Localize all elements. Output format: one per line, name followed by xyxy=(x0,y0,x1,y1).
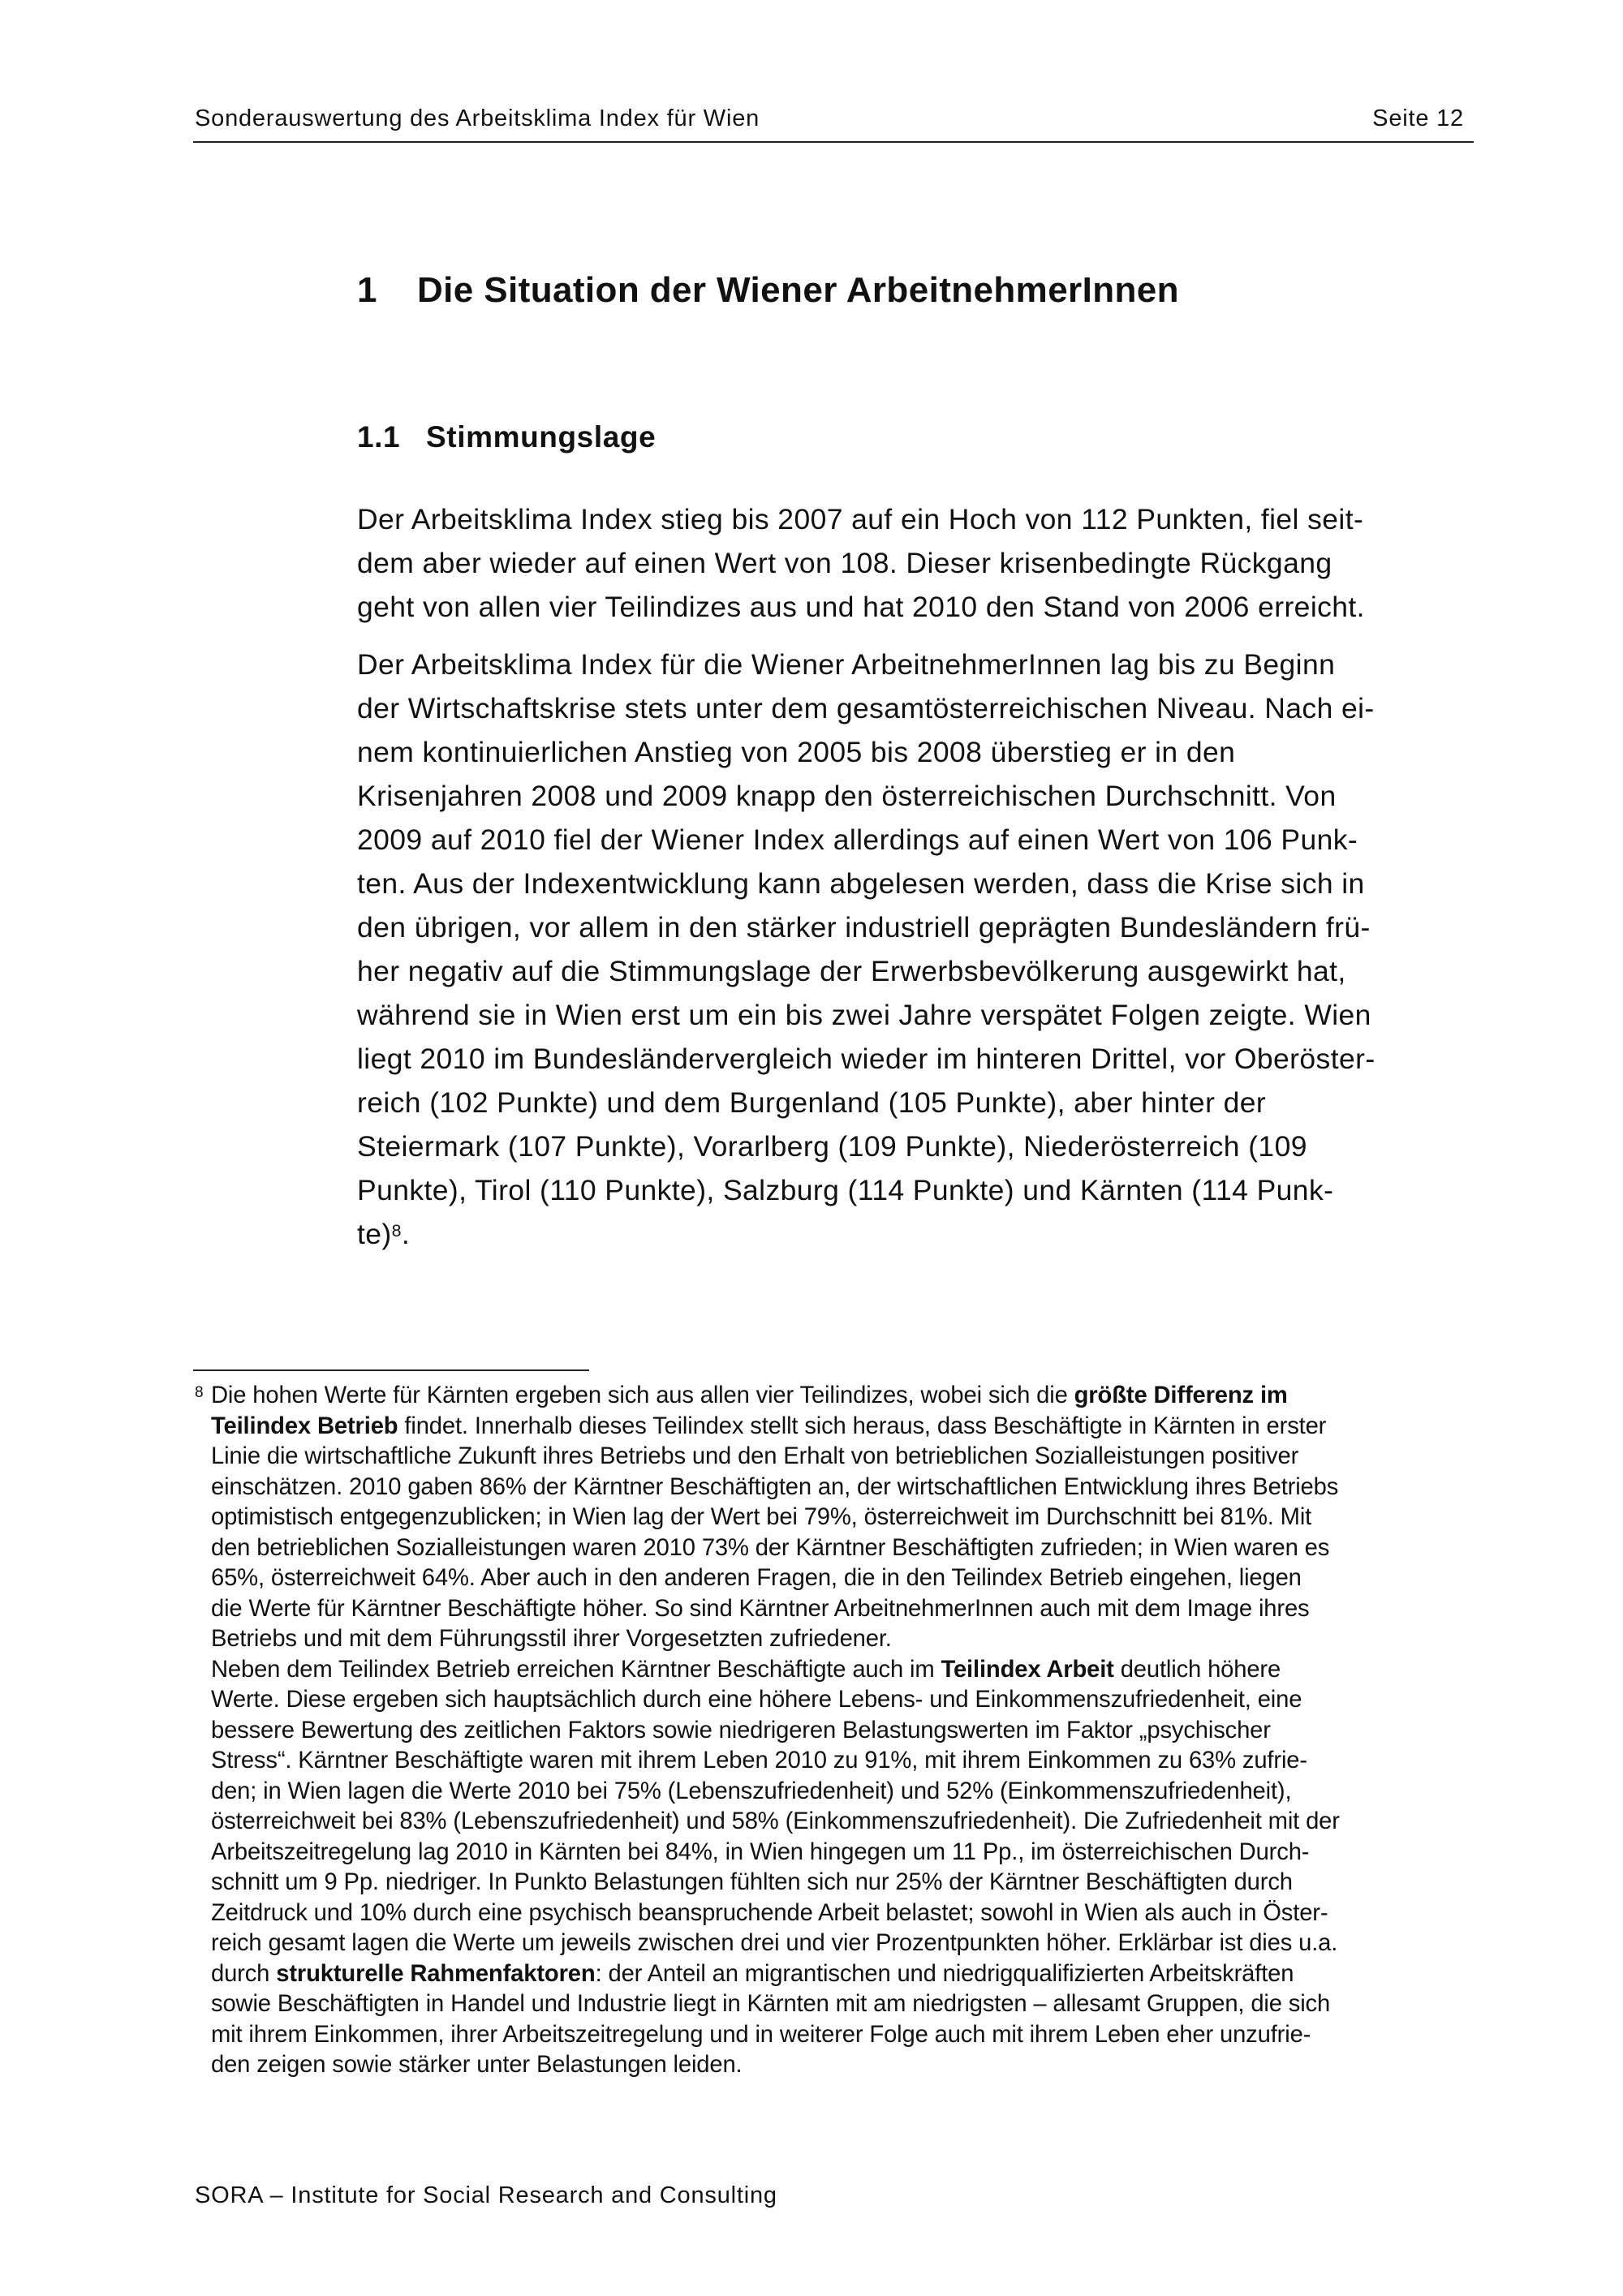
chapter-number: 1 xyxy=(357,270,377,310)
page-header xyxy=(193,104,1474,143)
text-line-last xyxy=(357,1212,1473,1256)
text-line: liegt 2010 im Bundesländervergleich wieder im hinteren Drittel, vor Oberöster- xyxy=(357,1043,1375,1075)
page-number: Seite 12 xyxy=(1372,105,1464,131)
text-line: reich (102 Punkte) und dem Burgenland (105 Punkte), aber hinter der xyxy=(357,1086,1267,1119)
footnote-text: : der Anteil an migrantischen und niedrigqualifizierten Arbeitskräften xyxy=(595,1960,1294,1987)
footnote-line xyxy=(193,2050,1475,2081)
footnote-bold-text: strukturelle Rahmenfaktoren xyxy=(276,1960,596,1987)
footnote-line xyxy=(193,1594,1475,1625)
footnote-line xyxy=(193,1412,1475,1443)
footnote xyxy=(193,1381,1475,2081)
footnote-text: 65%, österreichweit 64%. Aber auch in den anderen Fragen, die in den Teilindex Betrieb eingehen, liegen xyxy=(211,1565,1302,1591)
footnote-line xyxy=(193,1624,1475,1655)
last-line-end: . xyxy=(401,1218,411,1250)
section-heading xyxy=(357,420,656,454)
text-line: nem kontinuierlichen Anstieg von 2005 bis 2008 überstieg er in den xyxy=(357,736,1236,768)
footnote-text: Werte. Diese ergeben sich hauptsächlich durch eine höhere Lebens- und Einkommenszufriedenheit, eine xyxy=(211,1687,1302,1713)
footnote-line xyxy=(193,1989,1475,2020)
footnote-text: Neben dem Teilindex Betrieb erreichen Kärntner Beschäftigte auch im xyxy=(211,1656,941,1683)
footnote-text: den; in Wien lagen die Werte 2010 bei 75% (Lebenszufriedenheit) und 52% (Einkommenszufriedenheit), xyxy=(211,1778,1292,1804)
footnote-text: sowie Beschäftigten in Handel und Industrie liegt in Kärnten mit am niedrigsten – allesamt Gruppen, die sich xyxy=(211,1991,1331,2017)
footnote-text: österreichweit bei 83% (Lebenszufriedenheit) und 58% (Einkommenszufriedenheit). Die Zufriedenheit mit der xyxy=(211,1808,1340,1834)
footnote-line xyxy=(193,1746,1475,1777)
footnote-line xyxy=(193,1563,1475,1594)
text-line: während sie in Wien erst um ein bis zwei Jahre verspätet Folgen zeigte. Wien xyxy=(357,999,1371,1031)
footnote-line xyxy=(193,1838,1475,1868)
footnote-line xyxy=(193,1928,1475,1959)
text-line: ten. Aus der Indexentwicklung kann abgelesen werden, dass die Krise sich in xyxy=(357,867,1365,900)
footnote-text: den betrieblichen Sozialleistungen waren 2010 73% der Kärntner Beschäftigten zufrieden; in Wien waren es xyxy=(211,1534,1330,1561)
footnote-body xyxy=(193,1381,1475,2081)
footnote-line xyxy=(193,1655,1475,1686)
paragraph-2 xyxy=(357,643,1473,1256)
footnote-text: Betriebs und mit dem Führungsstil ihrer Vorgesetzten zufriedener. xyxy=(211,1626,892,1652)
footnote-line xyxy=(193,1716,1475,1747)
footnote-bold-text: Teilindex Arbeit xyxy=(941,1656,1114,1683)
text-line: Steiermark (107 Punkte), Vorarlberg (109 Punkte), Niederösterreich (109 xyxy=(357,1130,1307,1163)
section-title: Stimmungslage xyxy=(426,420,657,454)
footnote-line xyxy=(193,1685,1475,1716)
footnote-bold-text: größte Differenz im xyxy=(1074,1382,1288,1408)
text-line: 2009 auf 2010 fiel der Wiener Index allerdings auf einen Wert von 106 Punk- xyxy=(357,823,1358,856)
footnote-text: schnitt um 9 Pp. niedriger. In Punkto Belastungen fühlten sich nur 25% der Kärntner Beschäftigten durch xyxy=(211,1869,1293,1895)
footnote-divider xyxy=(193,1369,589,1371)
footnote-text: Zeitdruck und 10% durch eine psychisch beanspruchende Arbeit belastet; sowohl in Wien als auch in Öster- xyxy=(211,1899,1328,1926)
footnote-text: den zeigen sowie stärker unter Belastungen leiden. xyxy=(211,2052,743,2078)
footnote-text: Arbeitszeitregelung lag 2010 in Kärnten bei 84%, in Wien hingegen um 11 Pp., im österreichischen Durch- xyxy=(211,1838,1310,1865)
footnote-marker: 8 xyxy=(195,1384,204,1401)
text-line: Der Arbeitsklima Index für die Wiener ArbeitnehmerInnen lag bis zu Beginn xyxy=(357,648,1336,681)
footnote-line xyxy=(193,1503,1475,1533)
footnote-text: die Werte für Kärntner Beschäftigte höher. So sind Kärntner ArbeitnehmerInnen auch mit dem Image ihres xyxy=(211,1595,1310,1622)
footnote-bold-text: Teilindex Betrieb xyxy=(211,1412,398,1439)
text-line: dem aber wieder auf einen Wert von 108. Dieser krisenbedingte Rückgang xyxy=(357,547,1332,579)
footnote-text: deutlich höhere xyxy=(1113,1656,1281,1683)
text-line: Der Arbeitsklima Index stieg bis 2007 auf ein Hoch von 112 Punkten, fiel seit- xyxy=(357,503,1364,535)
text-line: den übrigen, vor allem in den stärker industriell geprägten Bundesländern frü- xyxy=(357,911,1371,944)
footnote-line xyxy=(193,1533,1475,1564)
footnote-text: Die hohen Werte für Kärnten ergeben sich aus allen vier Teilindizes, wobei sich die xyxy=(211,1382,1074,1408)
footnote-text: optimistisch entgegenzublicken; in Wien lag der Wert bei 79%, österreichweit im Durchschnitt bei 81%. Mit xyxy=(211,1504,1312,1530)
footnote-text: mit ihrem Einkommen, ihrer Arbeitszeitregelung und in weiterer Folge auch mit ihrem Leben eher unzufrie- xyxy=(211,2021,1311,2048)
footnote-text: Linie die wirtschaftliche Zukunft ihres Betriebs und den Erhalt von betrieblichen Sozialleistungen positiver xyxy=(211,1443,1299,1469)
text-line: Krisenjahren 2008 und 2009 knapp den österreichischen Durchschnitt. Von xyxy=(357,780,1337,812)
footnote-text: einschätzen. 2010 gaben 86% der Kärntner Beschäftigten an, der wirtschaftlichen Entwicklung ihres Betriebs xyxy=(211,1473,1339,1500)
footnote-text: durch xyxy=(211,1960,277,1987)
footnote-line xyxy=(193,1898,1475,1929)
section-number: 1.1 xyxy=(357,420,401,454)
text-line: her negativ auf die Stimmungslage der Erwerbsbevölkerung ausgewirkt hat, xyxy=(357,955,1346,987)
footnote-text: Stress“. Kärntner Beschäftigte waren mit ihrem Leben 2010 zu 91%, mit ihrem Einkommen zu 63% zufrie- xyxy=(211,1748,1307,1774)
footnote-line xyxy=(193,1473,1475,1503)
page-footer: SORA – Institute for Social Research and Consulting xyxy=(195,2182,777,2208)
footnote-line xyxy=(193,1442,1475,1473)
footnote-ref[interactable]: 8 xyxy=(391,1221,402,1240)
text-line: Punkte), Tirol (110 Punkte), Salzburg (114 Punkte) und Kärnten (114 Punk- xyxy=(357,1174,1334,1206)
footnote-text: findet. Innerhalb dieses Teilindex stellt sich heraus, dass Beschäftigte in Kärnten in erster xyxy=(398,1412,1327,1439)
footnote-line xyxy=(193,1381,1475,1412)
last-line-text: te) xyxy=(357,1218,392,1250)
footnote-text: reich gesamt lagen die Werte um jeweils zwischen drei und vier Prozentpunkten höher. Erklärbar ist dies u.a. xyxy=(211,1930,1338,1956)
text-line: der Wirtschaftskrise stets unter dem gesamtösterreichischen Niveau. Nach ei- xyxy=(357,692,1375,724)
chapter-heading xyxy=(357,270,1179,311)
footnote-text: bessere Bewertung des zeitlichen Faktors sowie niedrigeren Belastungswerten im Faktor „psychischer xyxy=(211,1717,1271,1743)
header-title: Sonderauswertung des Arbeitsklima Index für Wien xyxy=(195,105,760,131)
footnote-line xyxy=(193,1868,1475,1898)
chapter-title: Die Situation der Wiener ArbeitnehmerInnen xyxy=(417,270,1179,310)
text-line: geht von allen vier Teilindizes aus und hat 2010 den Stand von 2006 erreicht. xyxy=(357,591,1365,623)
footnote-line xyxy=(193,1807,1475,1838)
paragraph-1 xyxy=(357,497,1473,629)
footnote-line xyxy=(193,1777,1475,1808)
footnote-line xyxy=(193,2020,1475,2051)
footnote-line xyxy=(193,1959,1475,1990)
